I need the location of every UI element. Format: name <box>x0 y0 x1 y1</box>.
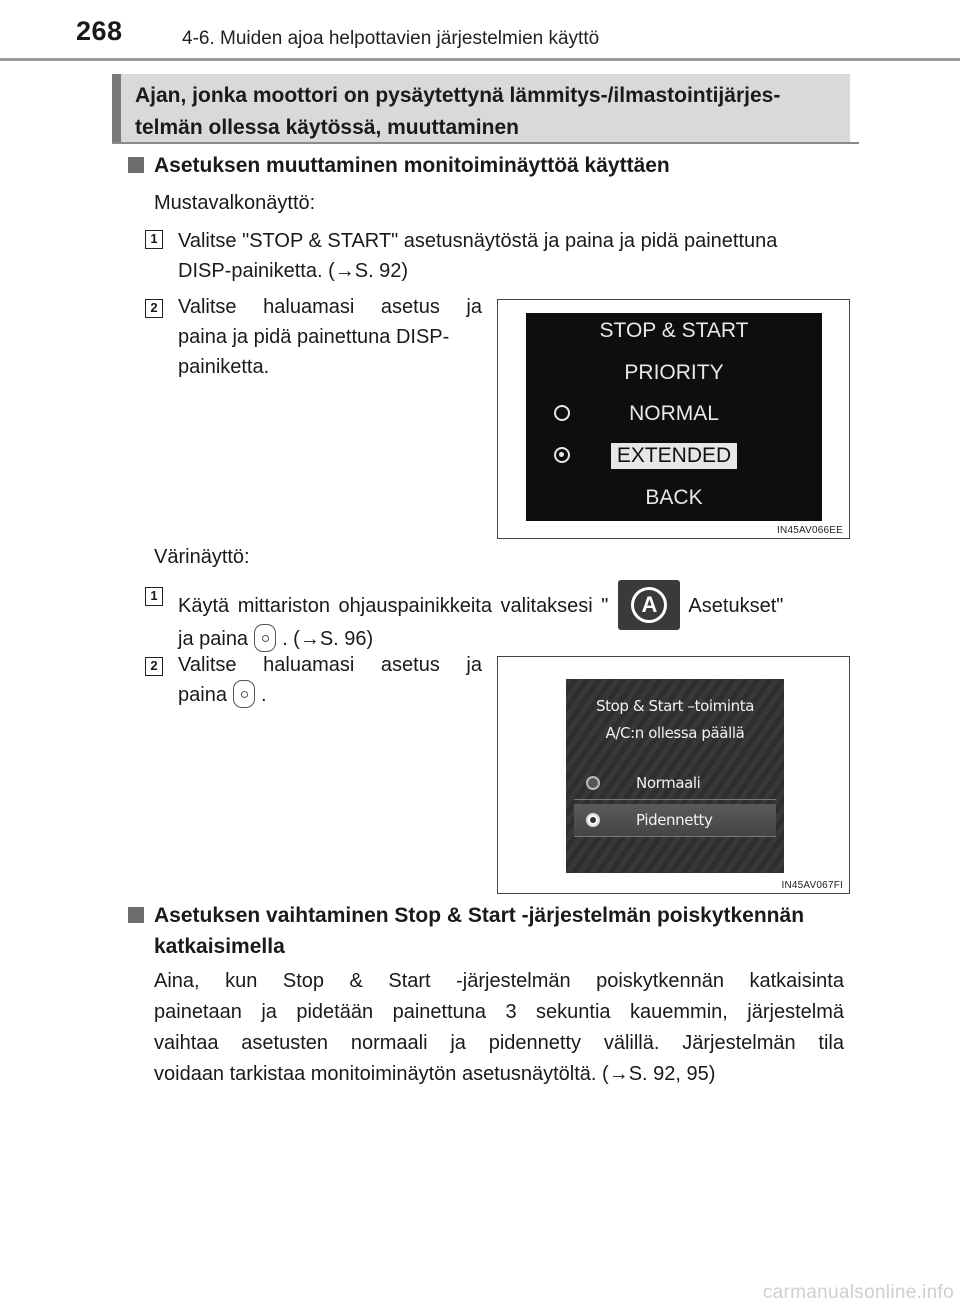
section2-heading <box>128 900 804 962</box>
mono-display-label: Mustavalkonäyttö: <box>154 192 316 214</box>
ok-button-icon <box>233 680 255 708</box>
step-line: DISP-painiketta. (→S. 92) <box>178 260 409 282</box>
ok-button-icon <box>254 624 276 652</box>
step-line2-b: . <box>260 684 267 706</box>
option-priority: PRIORITY <box>624 361 724 384</box>
step-line: paina ja pidä painettuna DISP- <box>178 326 450 348</box>
step-badge-mono-1: 1 <box>145 230 163 249</box>
step-line2-a: paina <box>178 684 227 706</box>
body-line: voidaan tarkistaa monitoiminäytön asetusnäytöltä. (→S. 92, 95) <box>154 1063 716 1085</box>
screen2-title-line2: A/C:n ollessa päällä <box>605 724 745 742</box>
body-line: painetaan ja pidetään painettuna 3 sekuntia kauemmin, järjestelmä <box>154 1001 844 1023</box>
body-line: Aina, kun Stop & Start -järjestelmän poiskytkennän katkaisinta <box>154 970 844 992</box>
step-line: Valitse haluamasi asetus ja <box>178 654 482 676</box>
screen2-title-line1: Stop & Start –toiminta <box>595 697 755 715</box>
color-screen <box>566 679 784 873</box>
title-box <box>112 74 850 144</box>
section2-body <box>154 966 844 1090</box>
section2-heading-line2: katkaisimella <box>154 935 285 958</box>
step-text-color-1 <box>178 580 848 654</box>
step-text-a: Käytä mittariston ohjauspainikkeita valitaksesi " <box>178 595 609 617</box>
body-line: vaihtaa asetusten normaali ja pidennetty välillä. Järjestelmän tila <box>154 1032 844 1054</box>
section2-heading-line1: Asetuksen vaihtaminen Stop & Start -järjestelmän poiskytkennän <box>154 904 805 927</box>
square-bullet-icon <box>128 157 144 173</box>
step-badge-color-2: 2 <box>145 657 163 676</box>
option-normal: NORMAL <box>629 402 719 425</box>
square-bullet-icon <box>128 907 144 923</box>
step-text-mono-1 <box>178 226 848 286</box>
watermark: carmanualsonline.info <box>762 1282 954 1303</box>
step-line <box>178 580 848 630</box>
settings-a-icon <box>618 580 680 630</box>
section-header: 4-6. Muiden ajoa helpottavien järjestelmien käyttö <box>182 28 600 49</box>
step-line: Valitse "STOP & START" asetusnäytöstä ja paina ja pidä painettuna <box>178 230 778 252</box>
step-badge-mono-2: 2 <box>145 299 163 318</box>
option-normaali-label: Normaali <box>636 774 701 792</box>
radio-pidennetty-selected-icon <box>586 813 600 827</box>
title-box-underline <box>112 142 859 144</box>
section1-heading-text: Asetuksen muuttaminen monitoiminäyttöä käyttäen <box>154 154 670 177</box>
color-display-label: Värinäyttö: <box>154 546 250 568</box>
step-line2-a: ja paina <box>178 628 249 650</box>
step-text-mono-2 <box>178 292 482 382</box>
figure-color-display <box>497 656 850 894</box>
header-rule <box>0 58 960 61</box>
screen-title: STOP & START <box>599 319 749 342</box>
option-normaali <box>574 767 776 800</box>
section1-heading <box>128 150 670 181</box>
step-line <box>178 680 482 710</box>
option-extended-selected: EXTENDED <box>611 443 737 469</box>
step-line: Valitse haluamasi asetus ja <box>178 296 482 318</box>
step-text-b: Asetukset" <box>688 595 784 617</box>
option-back: BACK <box>645 486 703 509</box>
step-badge-color-1: 1 <box>145 587 163 606</box>
figure1-code: IN45AV066EE <box>777 525 843 536</box>
step-line: painiketta. <box>178 356 270 378</box>
page-number: 268 <box>76 16 123 46</box>
radio-normaali-icon <box>586 776 600 790</box>
figure-mono-display <box>497 299 850 539</box>
option-pidennetty-selected <box>574 804 776 837</box>
step-line2-b: . (→S. 96) <box>282 628 374 650</box>
figure2-code: IN45AV067FI <box>781 880 843 891</box>
title-line-2: telmän ollessa käytössä, muuttaminen <box>135 116 519 139</box>
settings-a-icon-letter: A <box>631 587 667 623</box>
mono-screen <box>526 313 822 521</box>
title-line-1: Ajan, jonka moottori on pysäytettynä lämmitys-/ilmastointijärjes- <box>135 84 781 107</box>
option-pidennetty-label: Pidennetty <box>636 811 713 829</box>
step-text-color-2 <box>178 650 482 710</box>
